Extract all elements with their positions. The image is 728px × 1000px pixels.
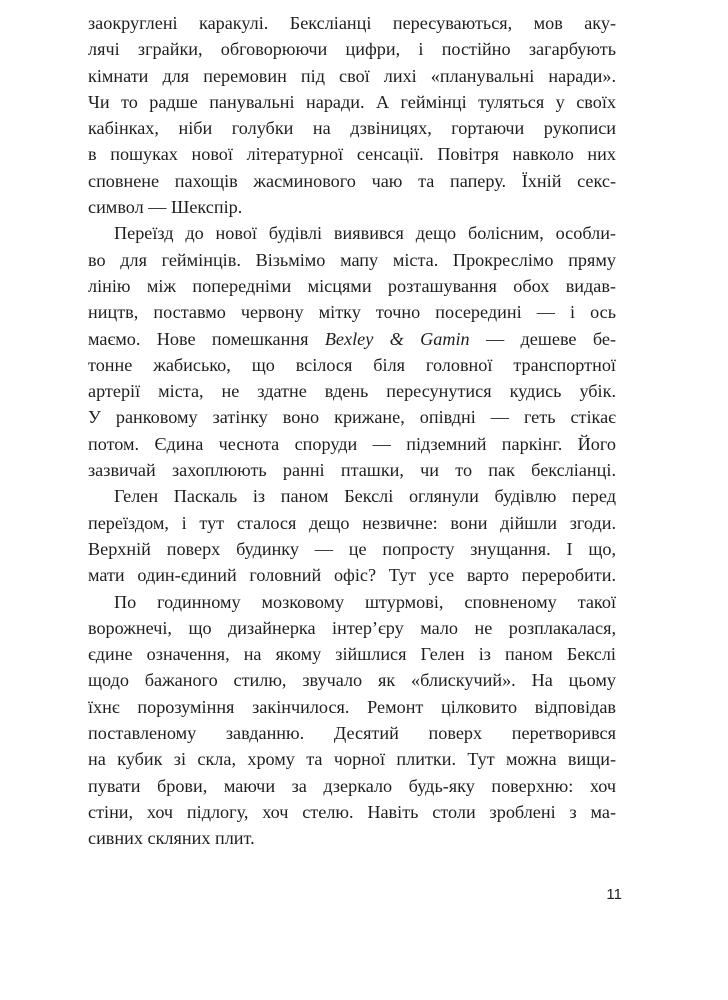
page-number: 11: [606, 886, 622, 903]
text-segment: По годинному мозковому штурмові, сповненому такої: [114, 591, 616, 612]
book-page: [88, 10, 622, 990]
text-line: [88, 273, 616, 299]
text-line: [88, 378, 616, 404]
text-segment: поставленому завданню. Десятий поверх перетворився: [88, 723, 616, 744]
text-segment: сивних скляних плит.: [88, 828, 255, 849]
text-line: [88, 326, 616, 352]
text-line: [88, 247, 616, 273]
text-segment: сповнене пахощів жасминового чаю та паперу. Їхній секс-: [88, 170, 616, 191]
text-line: [88, 694, 616, 720]
text-line: [88, 89, 616, 115]
text-line: [88, 431, 616, 457]
text-segment: їхнє порозуміння закінчилося. Ремонт цілковито відповідав: [88, 696, 616, 717]
text-segment: Чи то радше панувальні наради. А геймінці туляться у своїх: [88, 91, 616, 112]
text-segment: символ — Шекспір.: [88, 197, 243, 218]
text-line: [88, 773, 616, 799]
text-line: [88, 615, 616, 641]
text-line: [88, 536, 616, 562]
text-segment: Переїзд до нової будівлі виявився дещо болісним, особли-: [114, 223, 616, 244]
text-line: [88, 220, 616, 246]
text-line: [88, 457, 616, 483]
text-line: [88, 510, 616, 536]
text-segment: єдине означення, на якому зійшлися Гелен із паном Бекслі: [88, 644, 616, 665]
text-line: [88, 746, 616, 772]
text-segment: щодо бажаного стилю, звучало як «блискучий». На цьому: [88, 670, 616, 691]
text-segment: — дешеве бе-: [469, 328, 616, 349]
text-segment: ництв, поставмо червону мітку точно посередині — і ось: [88, 302, 616, 323]
text-line: [88, 589, 616, 615]
text-segment: мати один-єдиний головний офіс? Тут усе варто переробити.: [88, 565, 616, 586]
text-segment: лінію між попередніми місцями розташування обох видав-: [88, 275, 616, 296]
text-segment: зазвичай захоплюють ранні пташки, чи то пак бексліанці.: [88, 460, 616, 481]
text-segment: ворожнечі, що дизайнерка інтер’єру мало не розплакалася,: [88, 617, 616, 638]
text-segment: артерії міста, не здатне вдень пересунутися кудись убік.: [88, 381, 616, 402]
text-line: [88, 10, 616, 36]
text-segment: Верхній поверх будинку — це попросту знущання. І що,: [88, 538, 616, 559]
text-segment: на кубик зі скла, хрому та чорної плитки. Тут можна вищи-: [88, 749, 616, 770]
text-line: [88, 115, 616, 141]
text-segment: маємо. Нове помешкання: [88, 328, 325, 349]
text-segment: пувати брови, маючи за дзеркало будь-яку поверхню: хоч: [88, 775, 616, 796]
text-segment: в пошуках нової літературної сенсації. Повітря навколо них: [88, 144, 616, 165]
italic-publisher-name: Bexley & Gamin: [324, 328, 470, 349]
text-line: [88, 483, 616, 509]
text-segment: во для геймінців. Візьмімо мапу міста. Прокреслімо пряму: [88, 249, 616, 270]
text-line: [88, 562, 616, 588]
text-line: [88, 36, 616, 62]
text-line: [88, 799, 616, 825]
text-line: [88, 63, 616, 89]
text-segment: тонне жабисько, що всілося біля головної транспортної: [88, 354, 616, 375]
text-segment: стіни, хоч підлогу, хоч стелю. Навіть столи зроблені з ма-: [88, 801, 616, 822]
text-line: [88, 299, 616, 325]
text-line: [88, 141, 616, 167]
text-line: [88, 352, 616, 378]
text-line: [88, 168, 616, 194]
text-segment: Гелен Паскаль із паном Бекслі оглянули будівлю перед: [114, 486, 616, 507]
text-line: [88, 825, 616, 851]
text-line: [88, 641, 616, 667]
text-line: [88, 194, 616, 220]
text-line: [88, 667, 616, 693]
text-line: [88, 720, 616, 746]
text-segment: потом. Єдина чеснота споруди — підземний паркінг. Його: [88, 433, 616, 454]
text-line: [88, 404, 616, 430]
text-segment: лячі зграйки, обговорюючи цифри, і постійно загарбують: [88, 39, 616, 60]
text-segment: У ранковому затінку воно крижане, опівдні — геть стікає: [88, 407, 616, 428]
body-text: [88, 10, 616, 852]
text-segment: заокруглені каракулі. Бексліанці пересуваються, мов аку-: [88, 13, 616, 33]
text-segment: кімнати для перемовин під свої лихі «планувальні наради».: [88, 65, 616, 86]
text-segment: переїздом, і тут сталося дещо незвичне: вони дійшли згоди.: [88, 512, 616, 533]
text-segment: кабінках, ніби голубки на дзвіницях, гортаючи рукописи: [88, 118, 616, 139]
